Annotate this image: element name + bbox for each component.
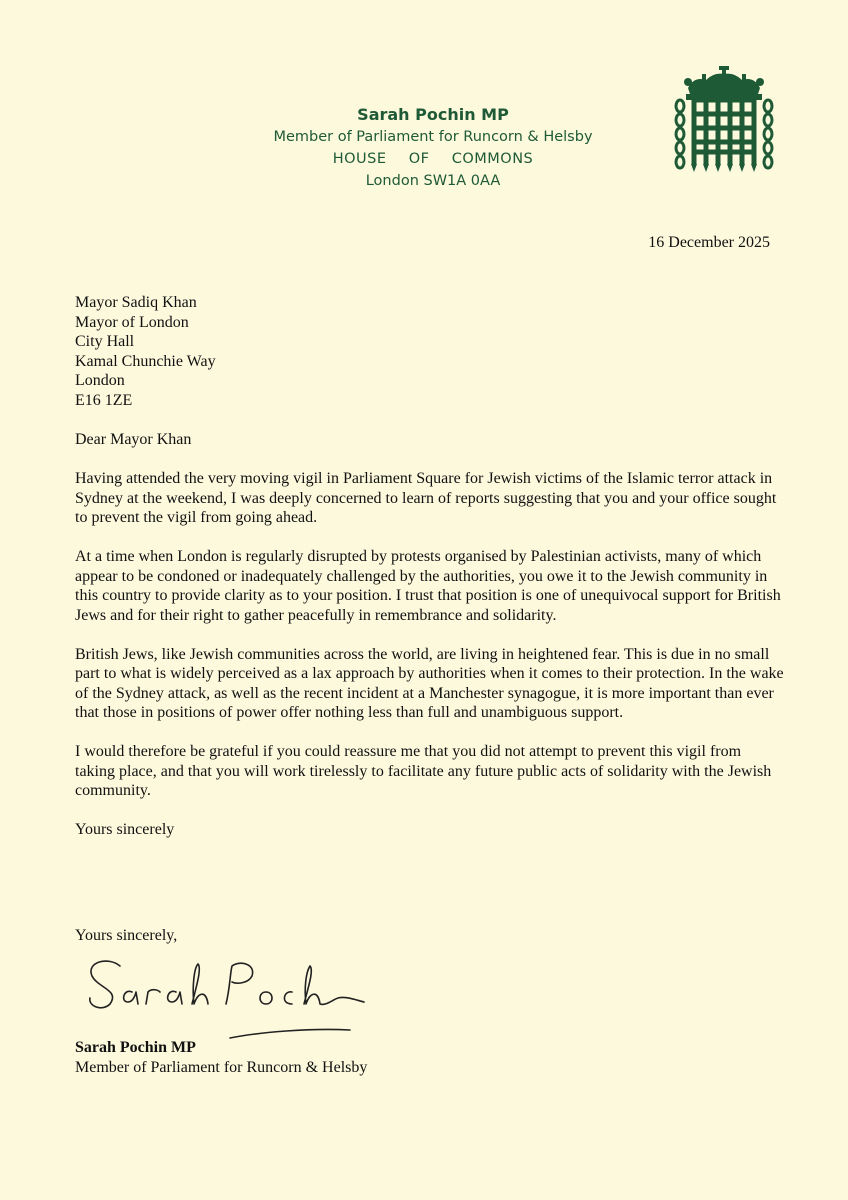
signer-name: Sarah Pochin MP [75,1039,196,1056]
signer-role: Member of Parliament for Runcorn & Helsby [75,1058,368,1076]
letter-body [75,430,785,859]
salutation: Dear Mayor Khan [75,431,192,448]
body-paragraph: I would therefore be grateful if you could reassure me that you did not attempt to prevent this vigil from taking place, and that you will work tirelessly to facilitate any future public acts of solidarity with the Jewish community. [75,743,772,799]
closing-line-2: Yours sincerely, [75,927,178,944]
recipient-address [75,293,216,410]
letter-date: 16 December 2025 [648,234,770,251]
address-line: Kamal Chunchie Way [75,352,216,370]
address-line: City Hall [75,333,135,350]
body-paragraph: British Jews, like Jewish communities across the world, are living in heightened fear. This is due in no small part to what is widely perceived as a lax approach by authorities when it comes to their protection. In the wake of the Sydney attack, as well as the recent incident at a Manchester synagogue, it is more important than ever that those in positions of power offer nothing less than full and unambiguous support. [75,645,784,721]
signoff-block [75,1038,367,1077]
letterhead-address: London SW1A 0AA [365,173,501,189]
body-paragraph: At a time when London is regularly disrupted by protests organised by Palestinian activists, many of which appear to be condoned or inadequately challenged by the authorities, you owe it to the Jewish community in this country to provide clarity as to your position. I trust that position is one of unequivocal support for British Jews and for their right to gather peacefully in remembrance and solidarity. [75,548,781,624]
portcullis-icon [674,66,774,174]
letterhead-role: Member of Parliament for Runcorn & Helsby [273,129,593,145]
address-line: E16 1ZE [75,391,133,409]
letterhead-house: HOUSE OF COMMONS [332,151,534,167]
address-line: London [75,372,125,389]
body-paragraph: Having attended the very moving vigil in Parliament Square for Jewish victims of the Islamic terror attack in Sydney at the weekend, I was deeply concerned to learn of reports suggesting that you and your office sought to prevent the vigil from going ahead. [75,470,777,526]
handwritten-signature [80,948,380,1048]
address-line: Mayor of London [75,313,189,331]
closing-line: Yours sincerely [75,821,175,838]
letterhead-name: Sarah Pochin MP [357,105,509,124]
address-line: Mayor Sadiq Khan [75,294,197,311]
